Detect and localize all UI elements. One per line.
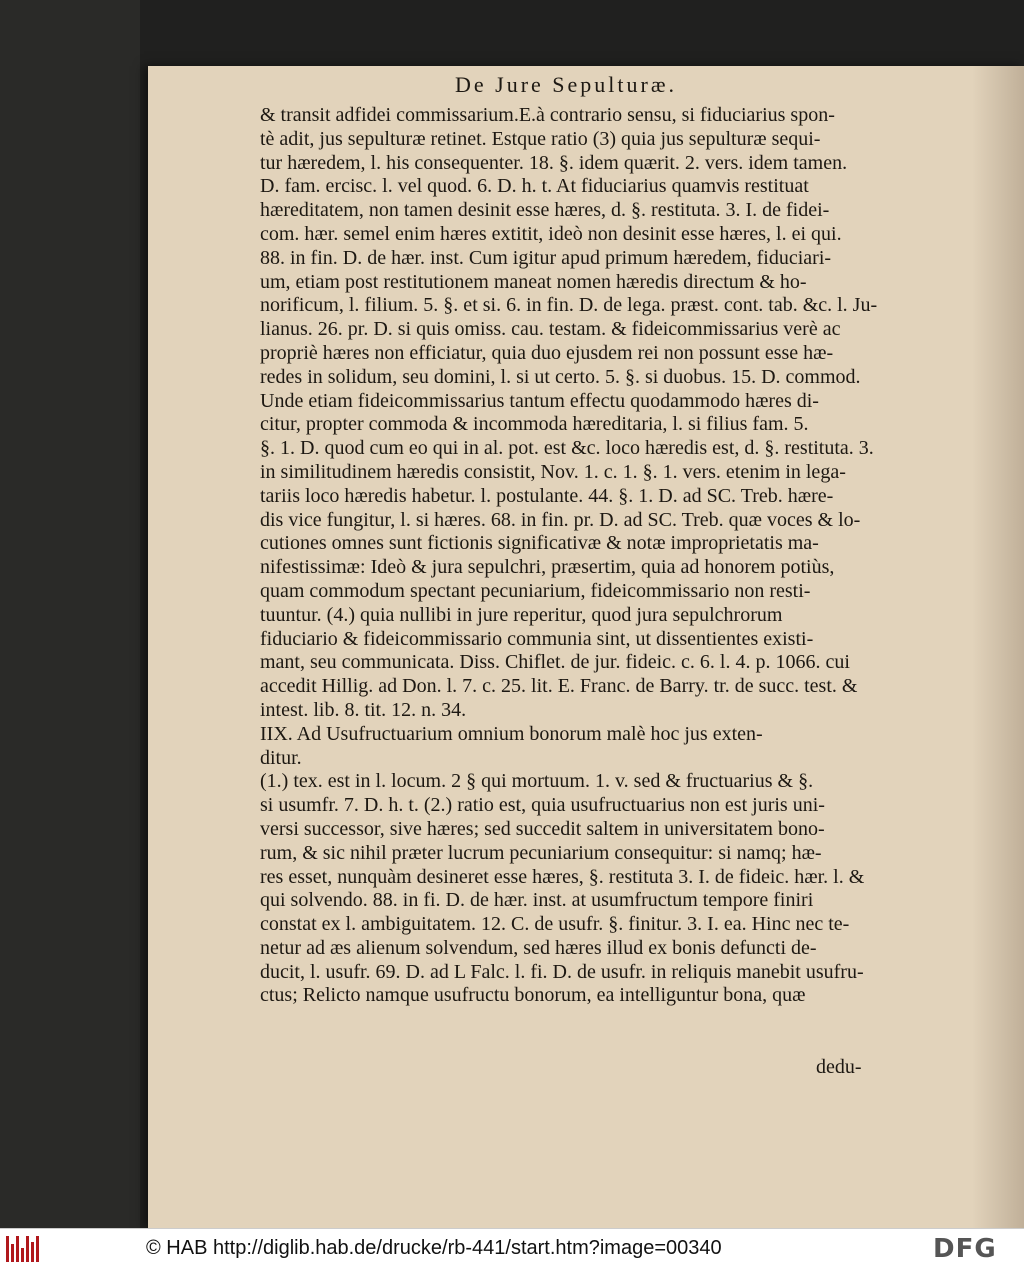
text-line: mant, seu communicata. Diss. Chiflet. de jur. fideic. c. 6. l. 4. p. 1066. cui: [260, 651, 850, 674]
text-line: res esset, nunquàm desineret esse hæres, §. restituta 3. I. de fideic. hær. l. &: [260, 865, 865, 888]
dfg-logo: DFG: [933, 1234, 997, 1264]
running-head: De Jure Sepulturæ.: [455, 72, 678, 97]
copyright-link[interactable]: © HAB http://diglib.hab.de/drucke/rb-441/start.htm?image=00340: [146, 1237, 722, 1259]
text-line: tuuntur. (4.) quia nullibi in jure reperitur, quod jura sepulchrorum: [260, 603, 783, 626]
text-line: cutiones omnes sunt fictionis significativæ & notæ improprietatis ma-: [260, 532, 819, 555]
text-line: norificum, l. filium. 5. §. et si. 6. in fin. D. de lega. præst. cont. tab. &c. l. Ju-: [260, 294, 878, 317]
text-line: dis vice fungitur, l. si hæres. 68. in fin. pr. D. ad SC. Treb. quæ voces & lo-: [260, 508, 861, 531]
text-line: tè adit, jus sepulturæ retinet. Estque ratio (3) quia jus sepulturæ sequi-: [260, 127, 821, 150]
text-line: lianus. 26. pr. D. si quis omiss. cau. testam. & fideicommissarius verè ac: [260, 318, 841, 341]
text-line: citur, propter commoda & incommoda hæreditaria, l. si filius fam. 5.: [260, 413, 809, 436]
text-line: D. fam. ercisc. l. vel quod. 6. D. h. t. At fiduciarius quamvis restituat: [260, 175, 809, 198]
text-line: propriè hæres non efficiatur, quia duo ejusdem rei non possunt esse hæ-: [260, 341, 834, 364]
text-line: qui solvendo. 88. in fi. D. de hær. inst. at usumfructum tempore finiri: [260, 889, 814, 912]
text-line: tur hæredem, l. his consequenter. 18. §. idem quærit. 2. vers. idem tamen.: [260, 151, 848, 174]
text-line: ctus; Relicto namque usufructu bonorum, ea intelliguntur bona, quæ: [260, 984, 806, 1007]
text-line: accedit Hillig. ad Don. l. 7. c. 25. lit. E. Franc. de Barry. tr. de succ. test. &: [260, 675, 858, 698]
text-line: & transit adfidei commissarium.E.à contrario sensu, si fiduciarius spon-: [260, 104, 835, 126]
text-line: netur ad æs alienum solvendum, sed hæres illud ex bonis defuncti de-: [260, 936, 817, 959]
page-text: [260, 104, 880, 1008]
text-line: (1.) tex. est in l. locum. 2 § qui mortuum. 1. v. sed & fructuarius & §.: [260, 770, 814, 793]
hab-logo-icon: [6, 1236, 40, 1262]
text-line: constat ex l. ambiguitatem. 12. C. de usufr. §. finitur. 3. I. ea. Hinc nec te-: [260, 913, 850, 936]
text-line: ducit, l. usufr. 69. D. ad L Falc. l. fi. D. de usufr. in reliquis manebit usufru-: [260, 960, 864, 983]
text-line: nifestissimæ: Ideò & jura sepulchri, præsertim, quia ad honorem potiùs,: [260, 556, 835, 579]
text-line: tariis loco hæredis habetur. l. postulante. 44. §. 1. D. ad SC. Treb. hære-: [260, 484, 834, 507]
text-line: intest. lib. 8. tit. 12. n. 34.: [260, 698, 467, 721]
text-line: versi successor, sive hæres; sed succedit saltem in universitatem bono-: [260, 817, 825, 840]
text-line: fiduciario & fideicommissario communia sint, ut dissentientes existi-: [260, 627, 814, 650]
text-line: in similitudinem hæredis consistit, Nov. 1. c. 1. §. 1. vers. etenim in lega-: [260, 460, 846, 483]
book-backing: [0, 0, 140, 1228]
text-line: um, etiam post restitutionem maneat nomen hæredis directum & ho-: [260, 270, 807, 293]
text-line: quam commodum spectant pecuniarium, fideicommissario non resti-: [260, 579, 811, 602]
text-line: Unde etiam fideicommissarius tantum effectu quodammodo hæres di-: [260, 389, 819, 412]
text-line: 88. in fin. D. de hær. inst. Cum igitur apud primum hæredem, fiduciari-: [260, 246, 832, 269]
text-line: rum, & sic nihil præter lucrum pecuniarium consequitur: si namq; hæ-: [260, 841, 822, 864]
text-line: redes in solidum, seu domini, l. si ut certo. 5. §. si duobus. 15. D. commod.: [260, 365, 861, 388]
catchword: dedu-: [816, 1056, 862, 1078]
text-line: hæreditatem, non tamen desinit esse hæres, d. §. restituta. 3. I. de fidei-: [260, 199, 830, 222]
text-line: si usumfr. 7. D. h. t. (2.) ratio est, quia usufructuarius non est juris uni-: [260, 794, 825, 817]
footer-bar: [0, 1228, 1024, 1269]
text-line: ditur.: [260, 746, 302, 769]
text-line: IIX. Ad Usufructuarium omnium bonorum malè hoc jus exten-: [260, 722, 763, 745]
text-line: §. 1. D. quod cum eo qui in al. pot. est &c. loco hæredis est, d. §. restituta. 3.: [260, 437, 874, 460]
text-line: com. hær. semel enim hæres extitit, ideò non desinit esse hæres, l. ei qui.: [260, 222, 842, 245]
